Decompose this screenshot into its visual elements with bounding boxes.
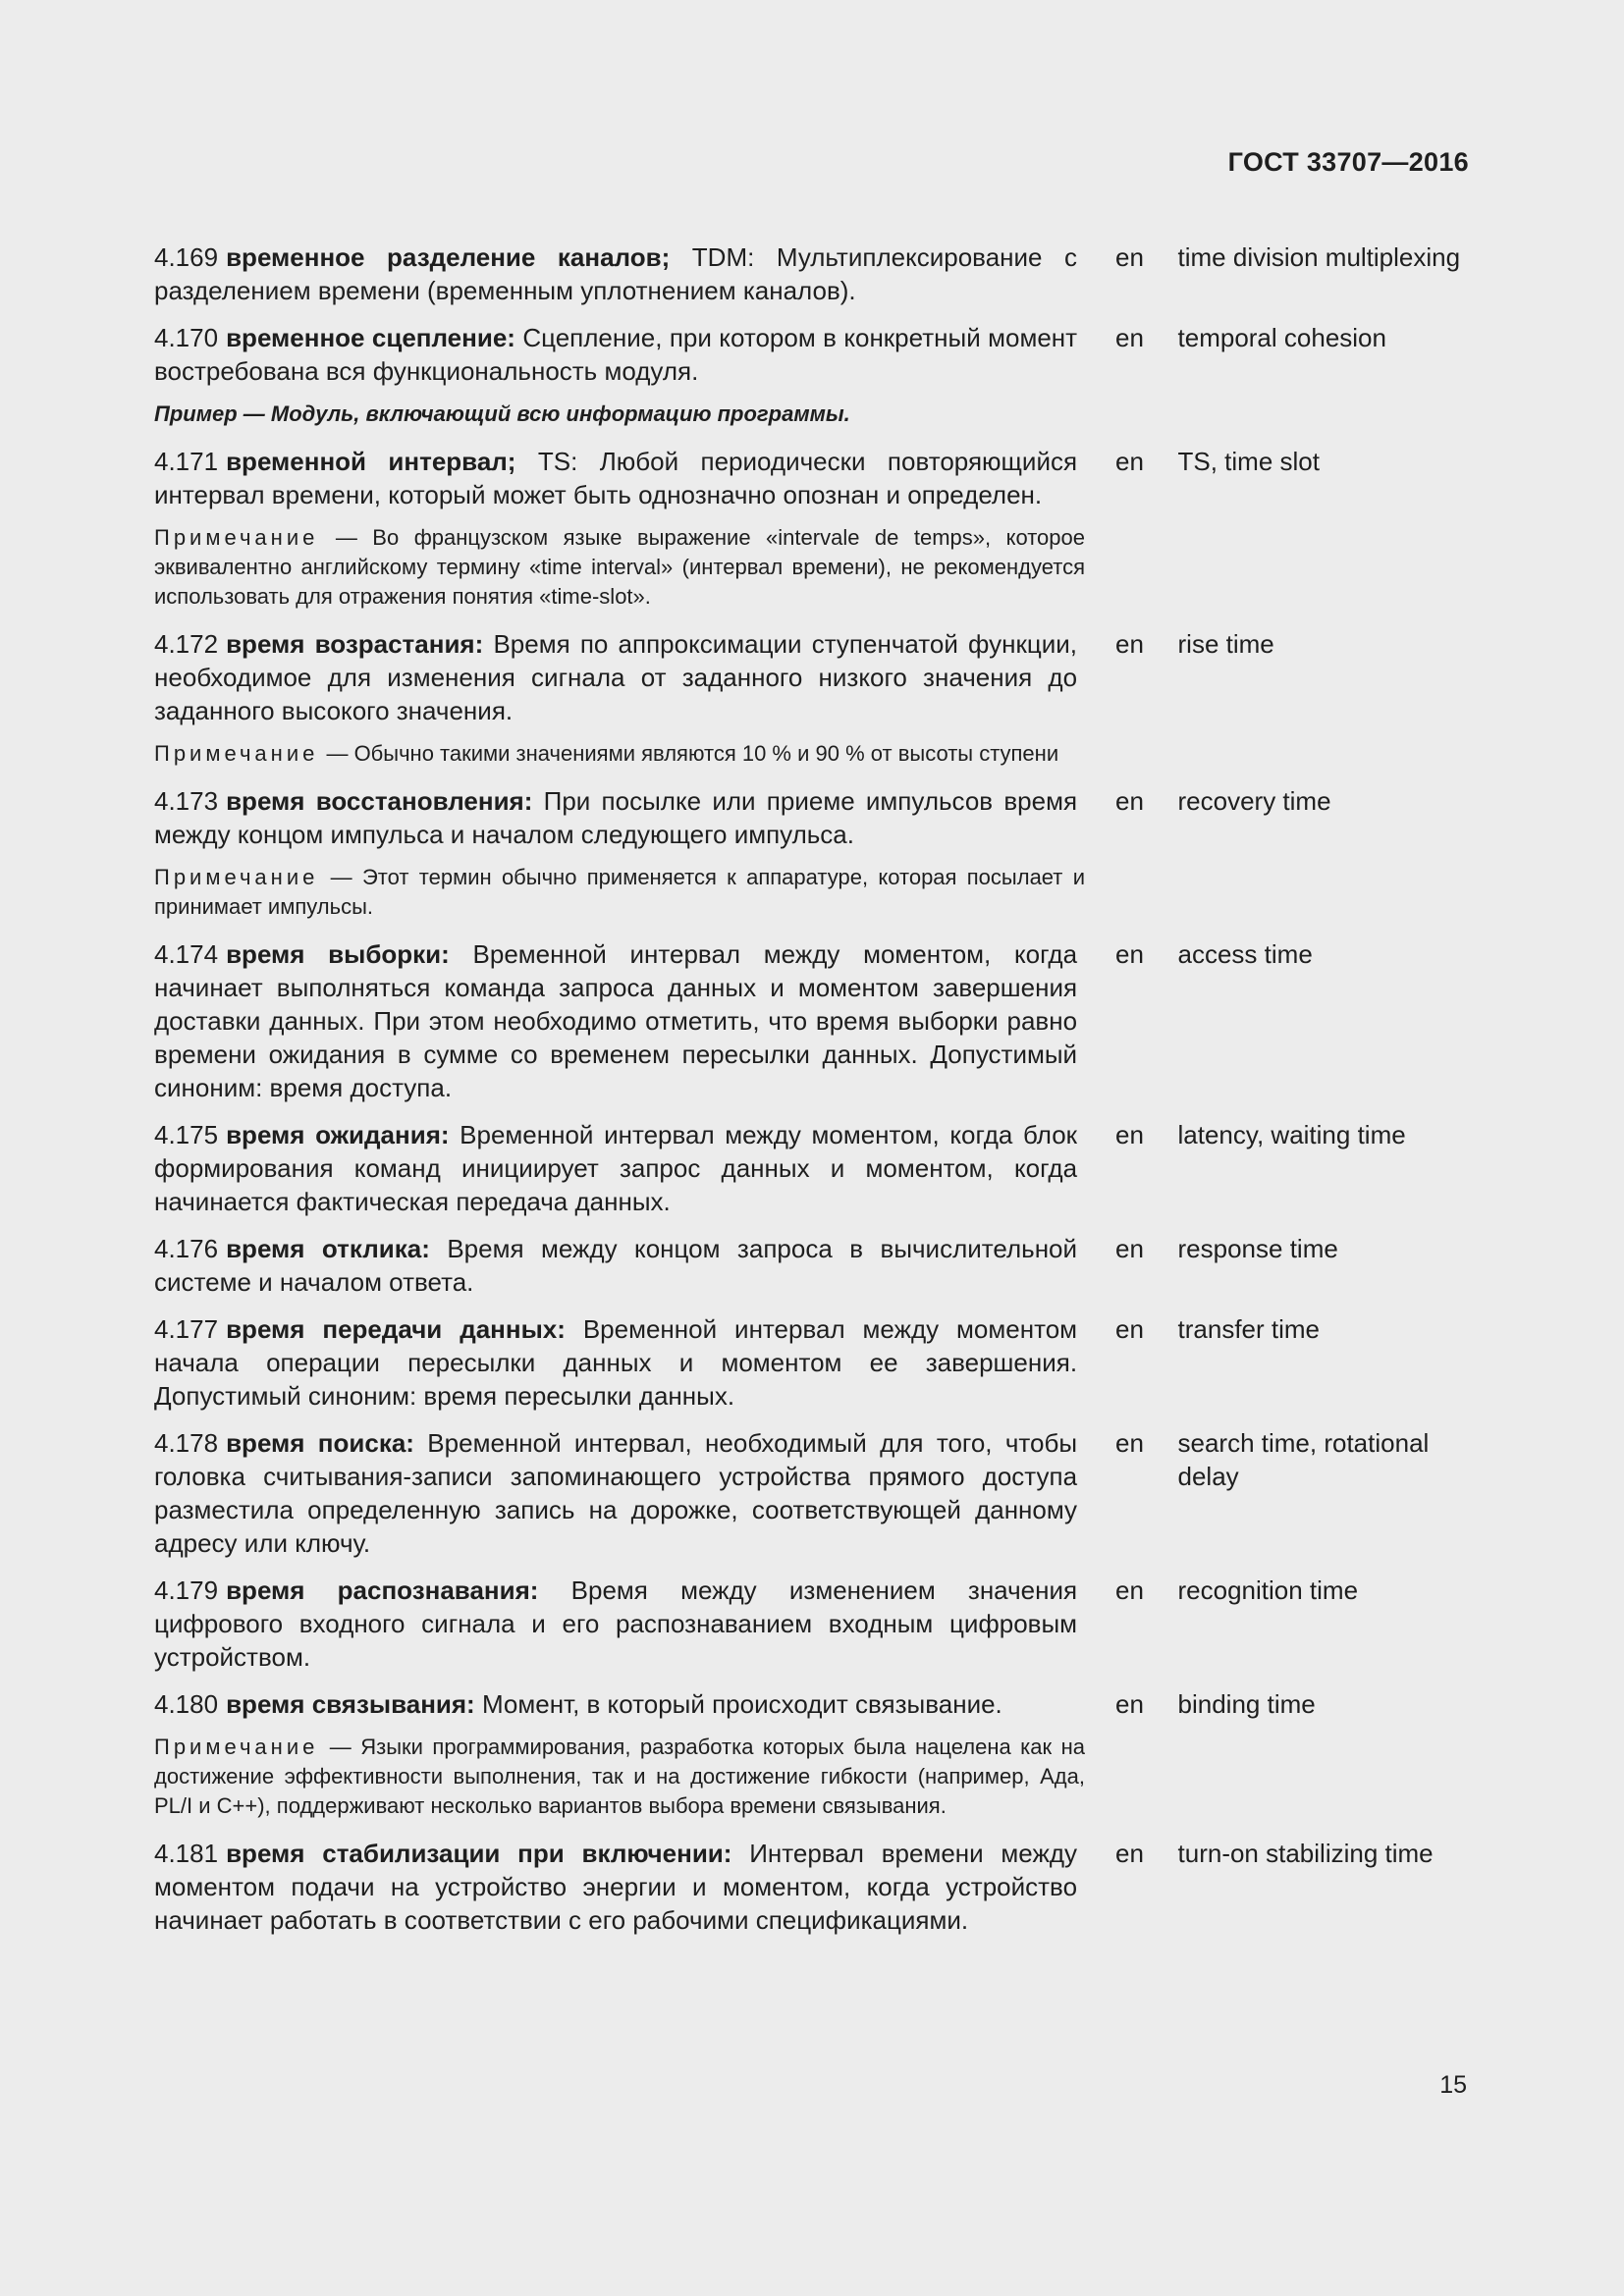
language-code: en bbox=[1115, 1234, 1144, 1263]
term-body: TDM: Мультиплексирование с разделением времени (временным уплотнением каналов). bbox=[154, 242, 1078, 305]
term-entry-4-170 bbox=[154, 321, 1470, 388]
english-equivalent: binding time bbox=[1177, 1689, 1316, 1719]
language-code: en bbox=[1115, 786, 1144, 816]
term-body: Момент, в который происходит связывание. bbox=[474, 1689, 1002, 1719]
language-code: en bbox=[1115, 242, 1144, 272]
term-body: Интервал времени между моментом подачи на устройство энергии и моментом, когда устройство начинает работать в соответствии с его рабочими спецификациями. bbox=[154, 1839, 1078, 1935]
term-name: временное сцепление: bbox=[226, 323, 515, 352]
term-number: 4.175 bbox=[154, 1120, 219, 1149]
term-entry-4-173 bbox=[154, 784, 1470, 851]
term-number: 4.177 bbox=[154, 1314, 219, 1344]
term-name: время возрастания: bbox=[226, 629, 484, 659]
language-code: en bbox=[1115, 1689, 1144, 1719]
term-entry-4-176 bbox=[154, 1232, 1470, 1299]
term-number: 4.171 bbox=[154, 447, 219, 476]
term-definition bbox=[154, 1232, 1077, 1299]
language-code: en bbox=[1115, 939, 1144, 969]
term-body: Временной интервал между моментом начала операции пересылки данных и моментом ее завершения. Допустимый синоним: время пересылки данных. bbox=[154, 1314, 1078, 1411]
english-equivalent: TS, time slot bbox=[1177, 447, 1320, 476]
term-definition bbox=[154, 937, 1077, 1104]
term-entry-4-181 bbox=[154, 1837, 1470, 1937]
term-definition bbox=[154, 240, 1077, 307]
english-equivalent: turn-on stabilizing time bbox=[1177, 1839, 1434, 1868]
language-code: en bbox=[1115, 1120, 1144, 1149]
term-name: временной интервал; bbox=[226, 447, 516, 476]
term-entry-4-174 bbox=[154, 937, 1470, 1104]
english-equivalent: response time bbox=[1177, 1234, 1338, 1263]
term-definition bbox=[154, 627, 1077, 727]
term-entry-4-169 bbox=[154, 240, 1470, 307]
term-name: время восстановления: bbox=[226, 786, 533, 816]
language-code: en bbox=[1115, 629, 1144, 659]
term-body: Временной интервал между моментом, когда начинает выполняться команда запроса данных и моментом завершения доставки данных. При этом необходимо отметить, что время выборки равно времени ожидания в сумме со временем пересылки данных. Допустимый синоним: время доступа. bbox=[154, 939, 1078, 1102]
term-definition bbox=[154, 1118, 1077, 1218]
english-equivalent: rise time bbox=[1177, 629, 1274, 659]
term-name: время поиска: bbox=[226, 1428, 414, 1458]
english-equivalent: access time bbox=[1177, 939, 1313, 969]
language-code: en bbox=[1115, 1428, 1144, 1458]
note-label: Примечание bbox=[154, 741, 319, 766]
term-entry-4-175 bbox=[154, 1118, 1470, 1218]
english-equivalent: temporal cohesion bbox=[1177, 323, 1386, 352]
page-number: 15 bbox=[1439, 2071, 1467, 2099]
language-code: en bbox=[1115, 323, 1144, 352]
note bbox=[154, 1733, 1085, 1821]
term-name: время отклика: bbox=[226, 1234, 430, 1263]
language-code: en bbox=[1115, 1314, 1144, 1344]
term-name: время ожидания: bbox=[226, 1120, 450, 1149]
term-body: Сцепление, при котором в конкретный момент востребована вся функциональность модуля. bbox=[154, 323, 1078, 386]
term-name: время передачи данных: bbox=[226, 1314, 566, 1344]
note-label: Примечание bbox=[154, 1735, 319, 1759]
term-number: 4.173 bbox=[154, 786, 219, 816]
note bbox=[154, 863, 1085, 922]
term-definition bbox=[154, 1574, 1077, 1674]
english-equivalent: recognition time bbox=[1177, 1575, 1359, 1605]
term-number: 4.178 bbox=[154, 1428, 219, 1458]
term-number: 4.176 bbox=[154, 1234, 219, 1263]
term-number: 4.170 bbox=[154, 323, 219, 352]
term-name: время распознавания: bbox=[226, 1575, 539, 1605]
language-code: en bbox=[1115, 447, 1144, 476]
language-code: en bbox=[1115, 1839, 1144, 1868]
term-number: 4.174 bbox=[154, 939, 219, 969]
english-equivalent: transfer time bbox=[1177, 1314, 1321, 1344]
term-entry-4-179 bbox=[154, 1574, 1470, 1674]
term-definition bbox=[154, 1687, 1077, 1721]
term-number: 4.179 bbox=[154, 1575, 219, 1605]
term-definition bbox=[154, 784, 1077, 851]
term-definition bbox=[154, 1837, 1077, 1937]
language-code: en bbox=[1115, 1575, 1144, 1605]
term-entry-4-178 bbox=[154, 1426, 1470, 1560]
term-entry-4-171 bbox=[154, 445, 1470, 511]
english-equivalent: time division multiplexing bbox=[1177, 242, 1461, 272]
note-text: — Этот термин обычно применяется к аппаратуре, которая посылает и принимает импульсы. bbox=[154, 865, 1085, 919]
term-body: TS: Любой периодически повторяющийся интервал времени, который может быть однозначно опознан и определен. bbox=[154, 447, 1078, 509]
note-text: — Во французском языке выражение «intervale de temps», которое эквивалентно английскому термину «time interval» (интервал времени), не рекомендуется использовать для отражения понятия «time-slot». bbox=[154, 525, 1085, 609]
term-entry-4-180 bbox=[154, 1687, 1470, 1721]
term-body: Время между концом запроса в вычислительной системе и началом ответа. bbox=[154, 1234, 1078, 1297]
term-entry-4-172 bbox=[154, 627, 1470, 727]
term-body: Временной интервал, необходимый для того, чтобы головка считывания-записи запоминающего устройства прямого доступа разместила определенную запись на дорожке, соответствующей данному адресу или ключу. bbox=[154, 1428, 1078, 1558]
english-equivalent: latency, waiting time bbox=[1177, 1120, 1406, 1149]
terms-list bbox=[154, 240, 1470, 1950]
term-name: время выборки: bbox=[226, 939, 450, 969]
note-text: — Языки программирования, разработка которых была нацелена как на достижение эффективности выполнения, так и на достижение гибкости (например, Ада, PL/I и C++), поддерживают несколько вариантов выбора времени связывания. bbox=[154, 1735, 1085, 1818]
term-number: 4.180 bbox=[154, 1689, 219, 1719]
standard-header: ГОСТ 33707—2016 bbox=[1227, 147, 1469, 177]
english-equivalent: search time, rotational delay bbox=[1177, 1428, 1430, 1491]
note-label: Примечание bbox=[154, 525, 319, 550]
term-entry-4-177 bbox=[154, 1312, 1470, 1413]
term-body: Время между изменением значения цифрового входного сигнала и его распознаванием входным цифровым устройством. bbox=[154, 1575, 1078, 1672]
english-equivalent: recovery time bbox=[1177, 786, 1331, 816]
term-body: Временной интервал между моментом, когда блок формирования команд инициирует запрос данных и моментом, когда начинается фактическая передача данных. bbox=[154, 1120, 1078, 1216]
term-body: При посылке или приеме импульсов время между концом импульса и началом следующего импульса. bbox=[154, 786, 1078, 849]
term-body: Время по аппроксимации ступенчатой функции, необходимое для изменения сигнала от заданного низкого значения до заданного высокого значения. bbox=[154, 629, 1078, 725]
term-definition bbox=[154, 445, 1077, 511]
note bbox=[154, 523, 1085, 612]
term-number: 4.181 bbox=[154, 1839, 219, 1868]
term-definition bbox=[154, 1426, 1077, 1560]
note-label: Примечание bbox=[154, 865, 319, 889]
term-definition bbox=[154, 321, 1077, 388]
note bbox=[154, 739, 1085, 769]
term-name: время связывания: bbox=[226, 1689, 475, 1719]
term-definition bbox=[154, 1312, 1077, 1413]
term-number: 4.169 bbox=[154, 242, 219, 272]
term-number: 4.172 bbox=[154, 629, 219, 659]
term-name: время стабилизации при включении: bbox=[226, 1839, 732, 1868]
term-name: временное разделение каналов; bbox=[226, 242, 671, 272]
note-text: — Обычно такими значениями являются 10 % и 90 % от высоты ступени bbox=[320, 741, 1059, 766]
example-text: Пример — Модуль, включающий всю информацию программы. bbox=[154, 401, 850, 426]
